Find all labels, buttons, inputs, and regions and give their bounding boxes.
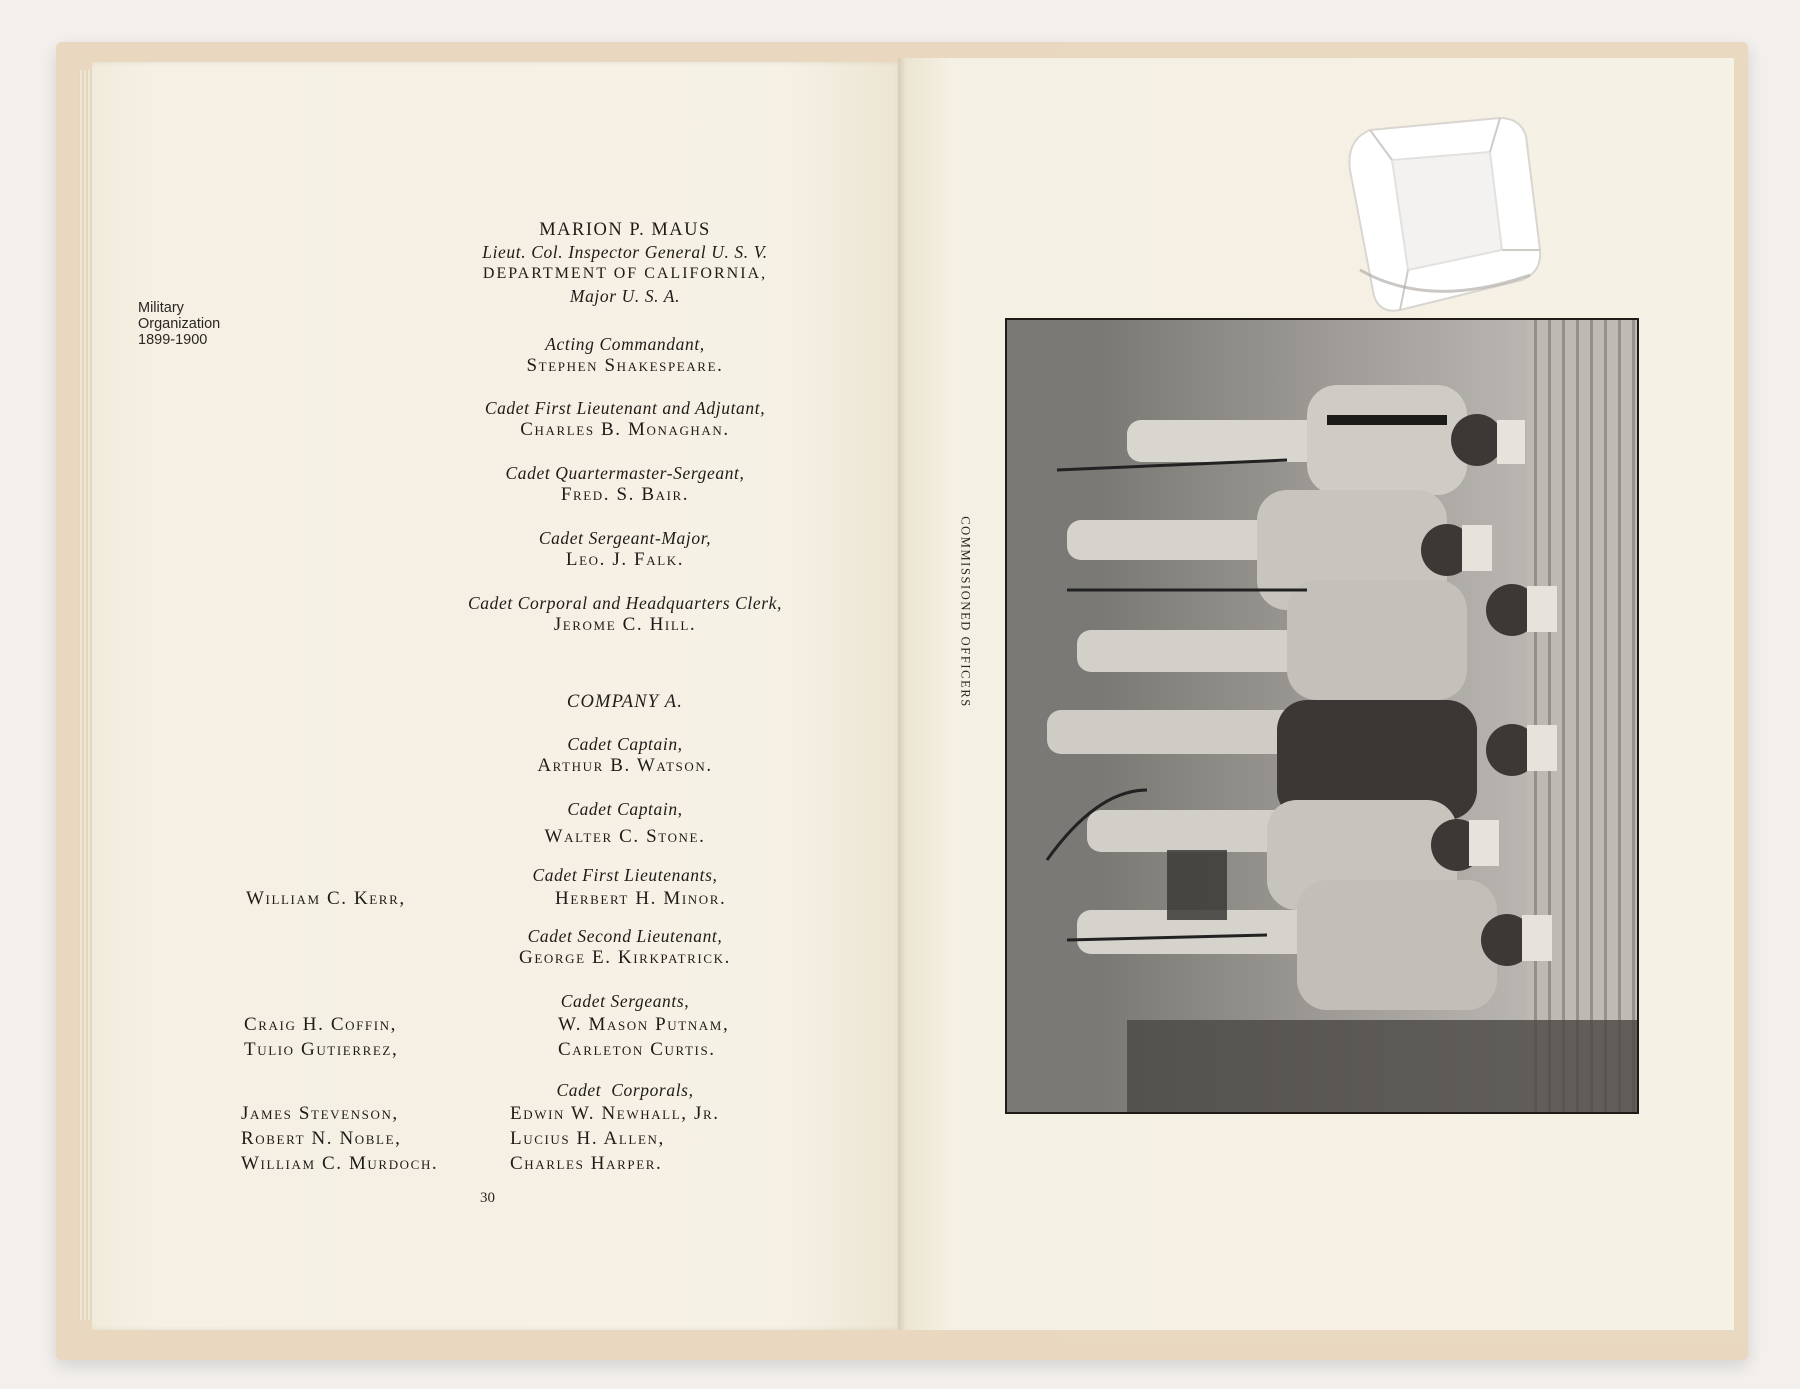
margin-note <box>138 300 248 348</box>
first-lt-name: Herbert H. Minor. <box>555 888 727 909</box>
corporal-name: Charles Harper. <box>510 1153 663 1174</box>
sergeant-name: Carleton Curtis. <box>558 1039 716 1060</box>
entry-title: Cadet First Lieutenant and Adjutant, <box>484 398 766 418</box>
entry-name: Stephen Shakespeare. <box>526 355 724 376</box>
entry-title: Cadet First Lieutenants, <box>532 865 718 885</box>
entry-name: Walter C. Stone. <box>544 826 706 847</box>
entry-quartermaster <box>260 462 990 506</box>
entry-commandant <box>260 333 990 377</box>
company-sergeants-title <box>260 990 990 1012</box>
officer-name: MARION P. MAUS <box>539 220 711 240</box>
corporal-name: Robert N. Noble, <box>241 1128 402 1149</box>
officer-title: Lieut. Col. Inspector General U. S. V. <box>482 242 768 262</box>
entry-title: Cadet Captain, <box>567 734 683 754</box>
company-heading-block <box>260 690 990 714</box>
officer-maus <box>260 219 990 307</box>
entry-title: Cadet Corporals, <box>556 1080 694 1100</box>
sergeant-name: Craig H. Coffin, <box>244 1014 398 1035</box>
group-photograph <box>1005 318 1639 1114</box>
company-corporals-title <box>260 1079 990 1101</box>
page-number: 30 <box>480 1190 495 1206</box>
entry-title: Cadet Second Lieutenant, <box>527 926 723 946</box>
entry-sergeant-major <box>260 527 990 571</box>
entry-name: Fred. S. Bair. <box>560 484 690 505</box>
entry-adjutant <box>260 397 990 441</box>
margin-note-line: Organization <box>138 316 221 332</box>
entry-name: Arthur B. Watson. <box>537 755 713 776</box>
photograph-illustration <box>1007 320 1637 1112</box>
company-heading: COMPANY A. <box>566 692 684 712</box>
corporal-name: James Stevenson, <box>241 1103 399 1124</box>
entry-name: Leo. J. Falk. <box>565 549 685 570</box>
sergeant-name: Tulio Gutierrez, <box>244 1039 399 1060</box>
photo-caption: COMMISSIONED OFFICERS <box>958 516 973 708</box>
first-lt-name: William C. Kerr, <box>246 888 406 909</box>
company-second-lt <box>260 925 990 969</box>
margin-note-line: Military <box>138 300 184 316</box>
entry-name: Charles B. Monaghan. <box>520 419 730 440</box>
entry-name: George E. Kirkpatrick. <box>519 947 731 968</box>
officer-rank: Major U. S. A. <box>569 286 681 306</box>
company-captain-1 <box>260 733 990 777</box>
corporal-name: Edwin W. Newhall, Jr. <box>510 1103 720 1124</box>
corporal-name: William C. Murdoch. <box>241 1153 439 1174</box>
entry-title: Cadet Captain, <box>567 799 683 819</box>
entry-title: Cadet Sergeant-Major, <box>538 528 712 548</box>
sergeant-name: W. Mason Putnam, <box>558 1014 730 1035</box>
entry-name: Jerome C. Hill. <box>553 614 697 635</box>
company-captain-2 <box>260 798 990 848</box>
entry-title: Cadet Quartermaster-Sergeant, <box>505 463 745 483</box>
entry-title: Cadet Sergeants, <box>560 991 690 1011</box>
officer-department: DEPARTMENT OF CALIFORNIA, <box>482 265 768 282</box>
company-first-lts-title <box>260 864 990 886</box>
entry-title: Acting Commandant, <box>545 334 705 354</box>
entry-title: Cadet Corporal and Headquarters Clerk, <box>468 593 782 613</box>
margin-note-line: 1899-1900 <box>138 332 208 348</box>
entry-clerk <box>260 592 990 636</box>
corporal-name: Lucius H. Allen, <box>510 1128 665 1149</box>
glass-paperweight <box>1330 100 1550 320</box>
